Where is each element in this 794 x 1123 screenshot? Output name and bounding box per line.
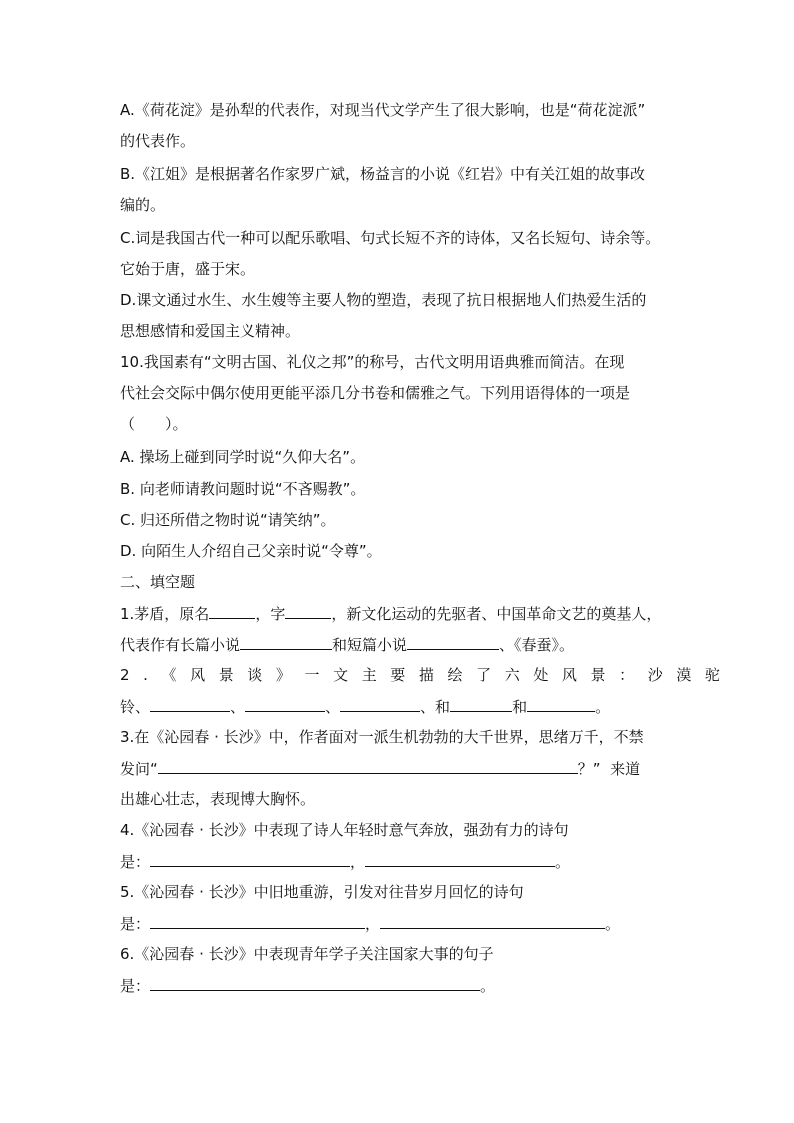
fill-q3-line3: 出雄心壮志，表现博大胸怀。: [120, 790, 316, 808]
answer-blank[interactable]: [150, 696, 230, 712]
fill-q4-line1: 4.《沁园春 · 长沙》中表现了诗人年轻时意气奔放，强劲有力的诗句: [120, 821, 569, 839]
fill-q5-line1: 5.《沁园春 · 长沙》中旧地重游，引发对往昔岁月回忆的诗句: [120, 883, 524, 901]
fill-q1-line1: [120, 603, 661, 624]
fill-q4-comma: ，: [350, 853, 366, 871]
fill-q4-line2: [120, 851, 570, 872]
answer-blank[interactable]: [285, 603, 331, 619]
fill-q2-line2: [120, 696, 610, 717]
fill-q1-text-c: ，新文化运动的先驱者、中国革命文艺的奠基人，: [331, 605, 662, 623]
fill-q2-sep: 、和: [420, 698, 451, 716]
fill-q3-text-c: ？”: [577, 760, 601, 778]
answer-blank[interactable]: [150, 851, 350, 867]
answer-blank[interactable]: [527, 696, 595, 712]
fill-q1-text-d: 代表作有长篇小说: [120, 636, 241, 654]
fill-q3-text-d: 来道: [610, 760, 641, 778]
q9-option-c-line2: 它始于唐，盛于宋。: [120, 260, 256, 278]
fill-q1-line2: [120, 634, 574, 655]
fill-q2-sep: 和: [512, 698, 528, 716]
fill-q3-line2: [120, 758, 640, 779]
fill-q5-comma: ，: [365, 915, 381, 933]
fill-q6-text-b: 是：: [120, 977, 151, 995]
fill-q3-text-b: 发问“: [120, 760, 158, 778]
q9-option-b-line1: B.《江姐》是根据著名作家罗广斌，杨益言的小说《红岩》中有关江姐的故事改: [120, 165, 646, 183]
fill-q6-line2: [120, 975, 495, 996]
fill-q6-end: 。: [480, 977, 496, 995]
answer-blank[interactable]: [150, 975, 480, 991]
fill-q2-sep: 、: [325, 698, 341, 716]
fill-q4-text-b: 是：: [120, 853, 151, 871]
answer-blank[interactable]: [407, 634, 499, 650]
q9-option-b-line2: 编的。: [120, 196, 166, 214]
q10-option-c: C. 归还所借之物时说“请笑纳”。: [120, 511, 336, 529]
q9-option-d-line2: 思想感情和爱国主义精神。: [120, 322, 301, 340]
q10-option-a: A. 操场上碰到同学时说“久仰大名”。: [120, 448, 366, 466]
q9-option-d-line1: D.课文通过水生、水生嫂等主要人物的塑造，表现了抗日根据地人们热爱生活的: [120, 291, 647, 309]
fill-q3-line1: 3.在《沁园春 · 长沙》中，作者面对一派生机勃勃的大千世界，思绪万千，不禁: [120, 728, 644, 746]
q10-option-b: B. 向老师请教问题时说“不吝赐教”。: [120, 480, 366, 498]
answer-blank[interactable]: [240, 634, 332, 650]
section-title: 二、填空题: [120, 573, 196, 591]
fill-q5-line2: [120, 913, 620, 934]
fill-q6-line1: 6.《沁园春 · 长沙》中表现青年学子关注国家大事的句子: [120, 945, 494, 963]
answer-blank[interactable]: [150, 913, 365, 929]
fill-q1-text-e: 和短篇小说: [332, 636, 408, 654]
answer-blank[interactable]: [380, 913, 605, 929]
fill-q5-end: 。: [605, 915, 621, 933]
fill-q2-text-b: 铃、: [120, 698, 151, 716]
answer-blank[interactable]: [158, 758, 578, 774]
q10-stem-line2: 代社会交际中偶尔使用更能平添几分书卷和儒雅之气。下列用语得体的一项是: [120, 384, 631, 402]
fill-q5-text-b: 是：: [120, 915, 151, 933]
fill-q1-text-b: ，字: [255, 605, 286, 623]
fill-q2-line1: 2.《风景谈》一文主要描绘了六处风景：沙漠驼: [120, 666, 734, 684]
q10-stem-line1: 10.我国素有“文明古国、礼仪之邦”的称号，古代文明用语典雅而简洁。在现: [120, 353, 625, 371]
fill-q2-sep: 、: [230, 698, 246, 716]
q10-stem-line3: （ ）。: [120, 415, 188, 433]
fill-q1-text-a: 1.茅盾，原名: [120, 605, 210, 623]
answer-blank[interactable]: [340, 696, 420, 712]
answer-blank[interactable]: [209, 603, 255, 619]
q9-option-c-line1: C.词是我国古代一种可以配乐歌唱、句式长短不齐的诗体，又名长短句、诗余等。: [120, 229, 661, 247]
fill-q2-end: 。: [595, 698, 611, 716]
answer-blank[interactable]: [365, 851, 555, 867]
fill-q1-text-f: 、《春蚕》。: [499, 636, 575, 654]
answer-blank[interactable]: [450, 696, 512, 712]
q10-option-d: D. 向陌生人介绍自己父亲时说“令尊”。: [120, 542, 382, 560]
q9-option-a-line1: A.《荷花淀》是孙犁的代表作，对现当代文学产生了很大影响，也是“荷花淀派”: [120, 101, 646, 119]
fill-q4-end: 。: [555, 853, 571, 871]
q9-option-a-line2: 的代表作。: [120, 132, 196, 150]
answer-blank[interactable]: [245, 696, 325, 712]
